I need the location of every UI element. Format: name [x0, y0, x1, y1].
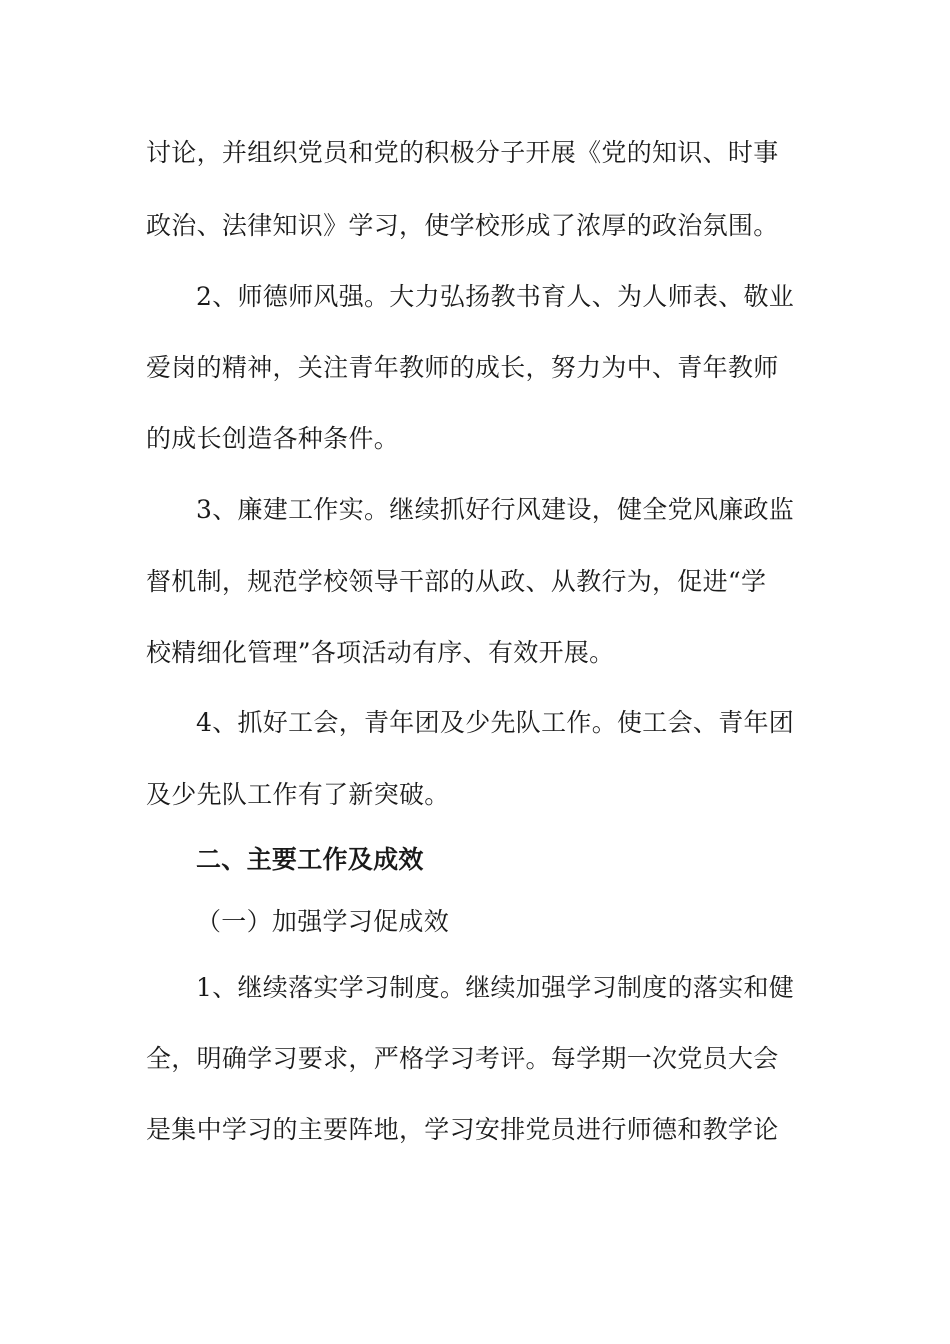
section-heading: 二、主要工作及成效	[196, 845, 424, 874]
paragraph-line: 全，明确学习要求，严格学习考评。每学期一次党员大会	[146, 1044, 779, 1073]
paragraph-line: 1、继续落实学习制度。继续加强学习制度的落实和健	[196, 973, 795, 1002]
paragraph-line: 的成长创造各种条件。	[146, 424, 400, 453]
paragraph-line: 及少先队工作有了新突破。	[146, 780, 450, 809]
paragraph-line: 政治、法律知识》学习，使学校形成了浓厚的政治氛围。	[146, 211, 779, 240]
paragraph-line: 是集中学习的主要阵地，学习安排党员进行师德和教学论	[146, 1115, 779, 1144]
paragraph-line: 4、抓好工会，青年团及少先队工作。使工会、青年团	[196, 708, 795, 737]
paragraph-line: 校精细化管理”各项活动有序、有效开展。	[146, 638, 615, 667]
paragraph-line: 讨论，并组织党员和党的积极分子开展《党的知识、时事	[146, 138, 779, 167]
paragraph-line: 爱岗的精神，关注青年教师的成长，努力为中、青年教师	[146, 353, 779, 382]
paragraph-line: 督机制，规范学校领导干部的从政、从教行为，促进“学	[146, 567, 767, 596]
subsection-heading: （一）加强学习促成效	[196, 907, 450, 936]
paragraph-line: 2、师德师风强。大力弘扬教书育人、为人师表、敬业	[196, 282, 795, 311]
paragraph-line: 3、廉建工作实。继续抓好行风建设，健全党风廉政监	[196, 495, 795, 524]
